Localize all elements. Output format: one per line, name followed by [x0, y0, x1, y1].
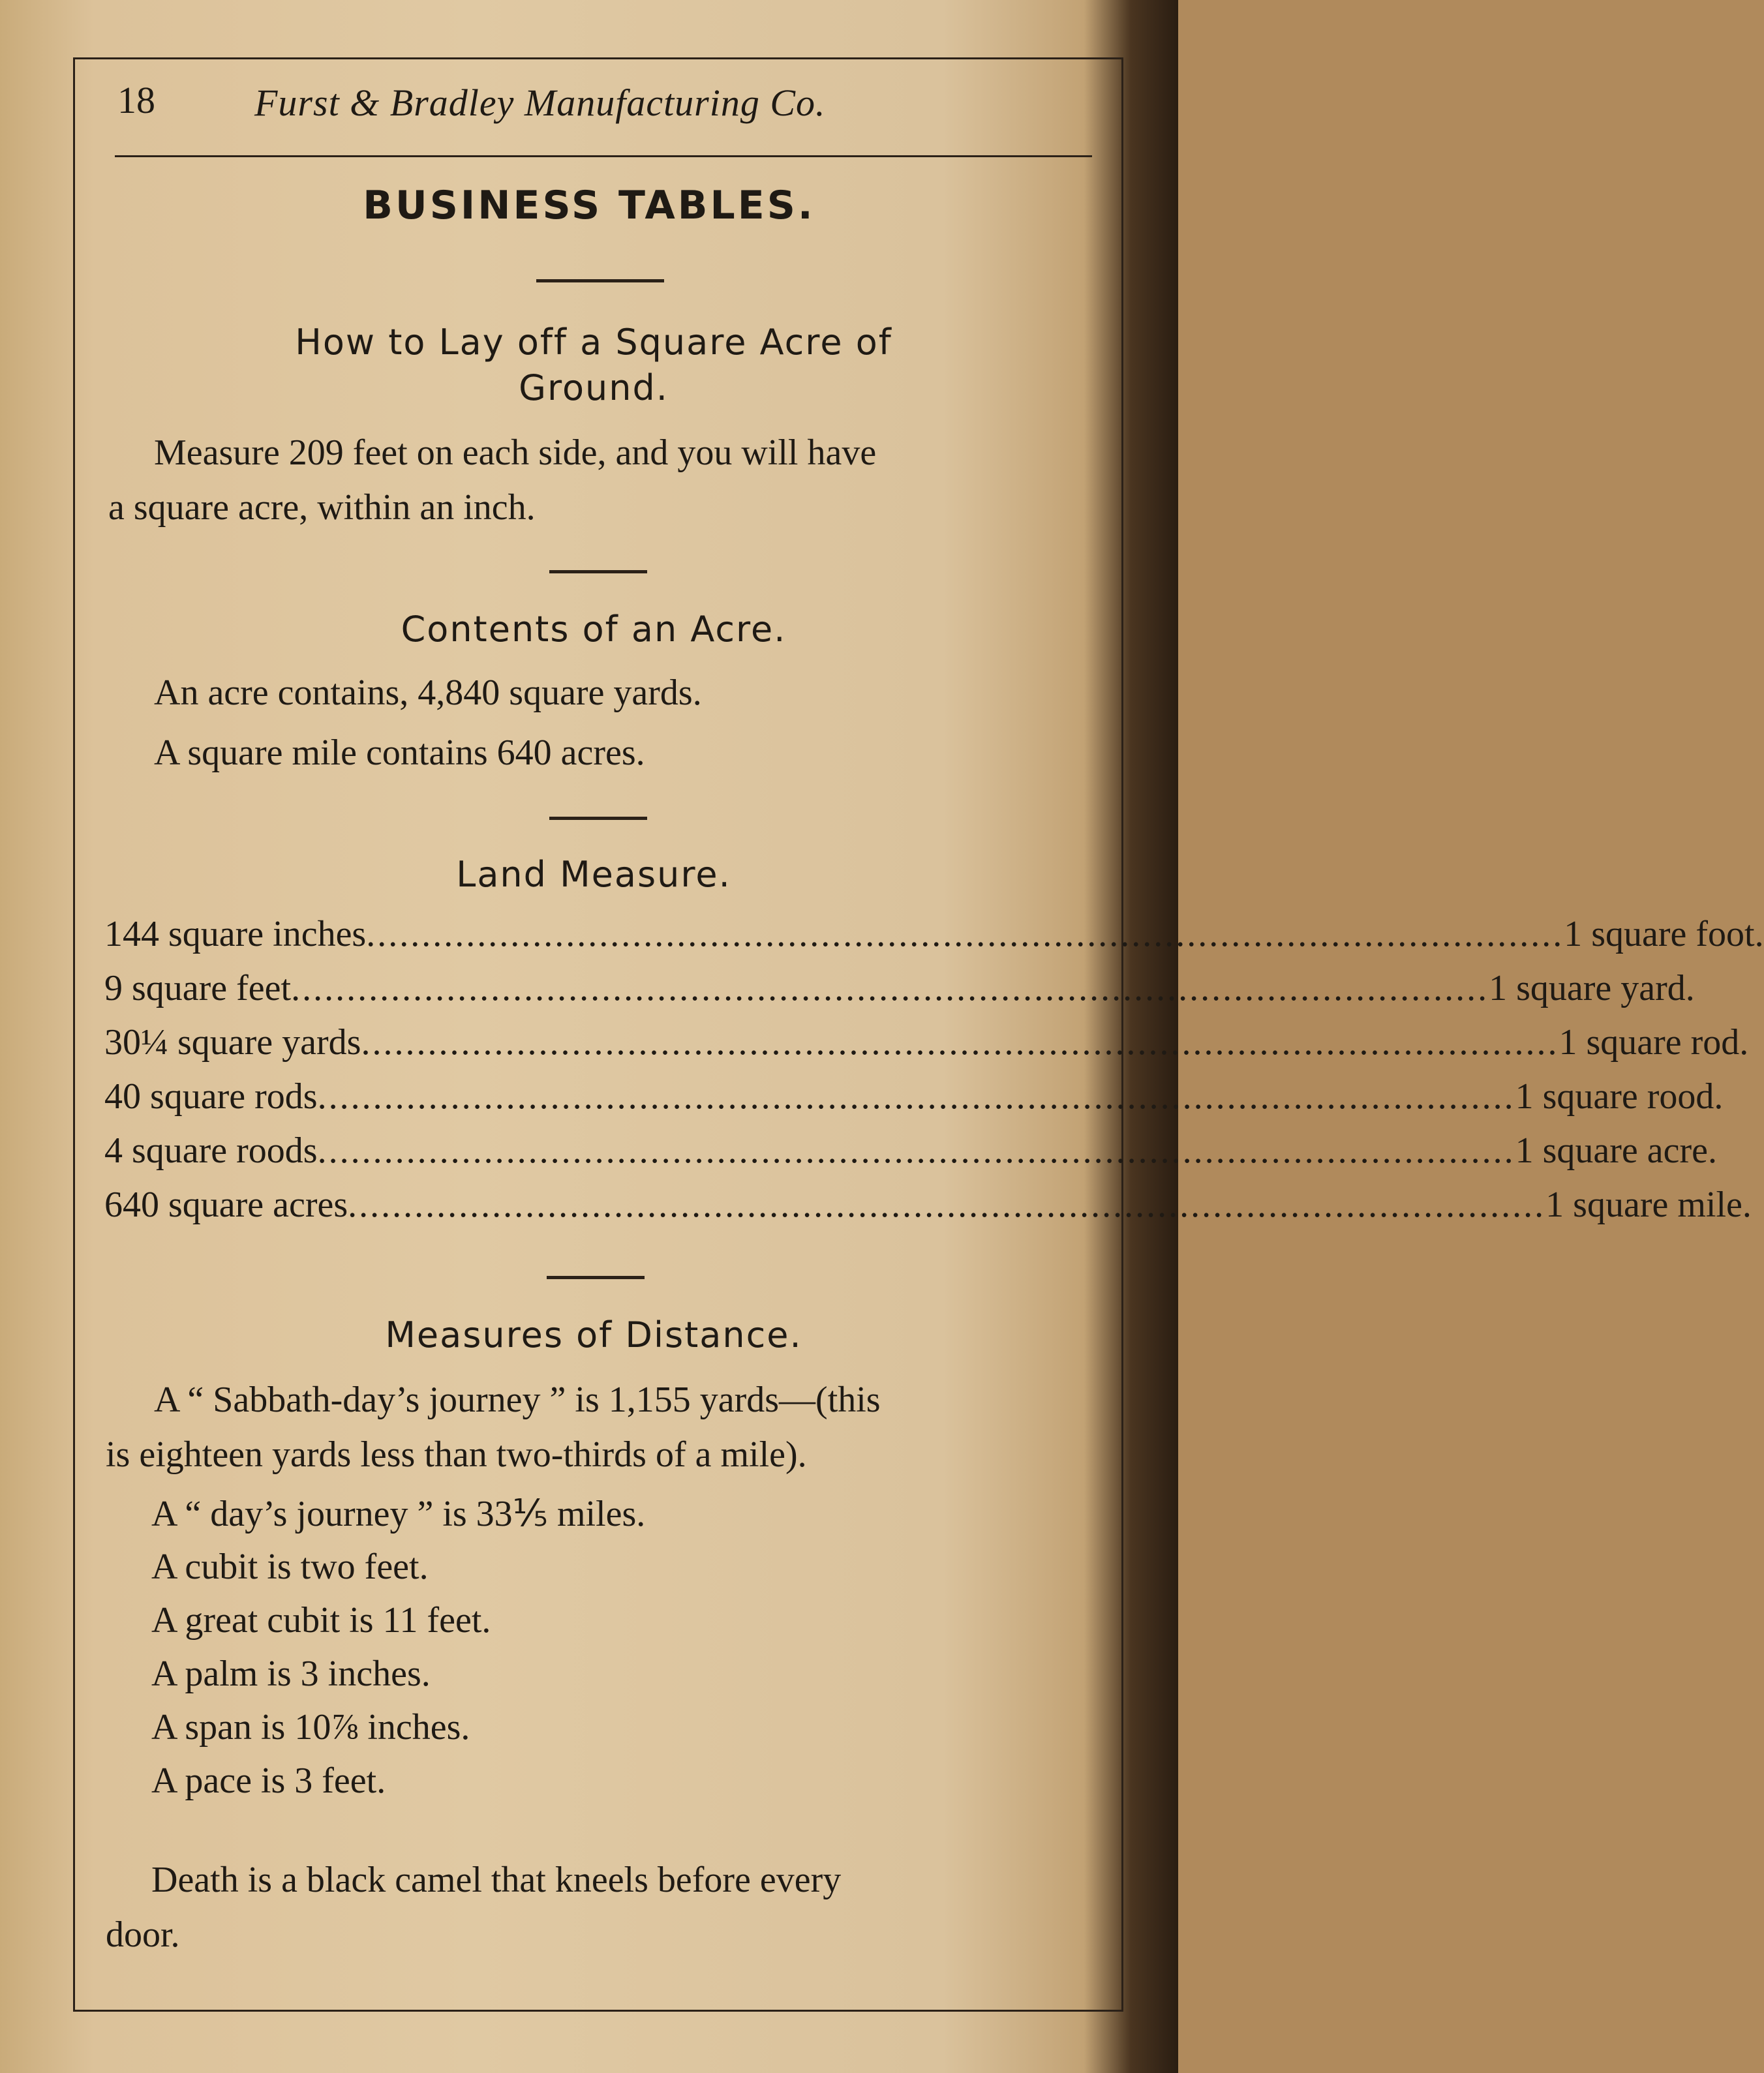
distance-line: A “ day’s journey ” is 33⅕ miles.	[151, 1494, 646, 1534]
distance-line: A span is 10⅞ inches.	[151, 1707, 470, 1748]
closing-line: door.	[106, 1914, 180, 1955]
land-measure-row	[104, 1130, 1717, 1185]
divider	[547, 1276, 645, 1279]
leader-dots: ............................................................................................................	[348, 1185, 1546, 1225]
distance-line: A palm is 3 inches.	[151, 1654, 431, 1694]
page-title: BUSINESS TABLES.	[363, 183, 815, 228]
land-measure-equivalent: 1 square yard.	[1489, 968, 1695, 1008]
page-header	[111, 72, 1089, 124]
page-number: 18	[117, 79, 155, 121]
leader-dots: ............................................................................................................	[317, 1130, 1515, 1171]
section-heading-land-measure: Land Measure.	[456, 854, 731, 895]
closing-line: Death is a black camel that kneels before every	[151, 1860, 842, 1900]
land-measure-row	[104, 1184, 1752, 1239]
divider	[536, 279, 664, 282]
acre-text-line: a square acre, within an inch.	[108, 487, 536, 528]
divider	[549, 570, 647, 573]
divider	[549, 817, 647, 820]
land-measure-equivalent: 1 square rod.	[1559, 1022, 1749, 1063]
distance-line: A pace is 3 feet.	[151, 1761, 386, 1801]
section-heading-acre	[117, 320, 1070, 411]
land-measure-equivalent: 1 square rood.	[1515, 1076, 1724, 1117]
land-measure-quantity: 40 square rods	[104, 1076, 318, 1117]
land-measure-equivalent: 1 square acre.	[1515, 1130, 1717, 1171]
contents-line: An acre contains, 4,840 square yards.	[154, 673, 702, 713]
land-measure-equivalent: 1 square mile.	[1545, 1185, 1752, 1225]
leader-dots: ............................................................................................................	[291, 968, 1489, 1008]
acre-text-line: Measure 209 feet on each side, and you will have	[154, 432, 877, 473]
distance-line: A cubit is two feet.	[151, 1547, 429, 1587]
distance-line: A “ Sabbath-day’s journey ” is 1,155 yards—(this	[154, 1380, 881, 1420]
land-measure-quantity: 4 square roods	[104, 1130, 318, 1171]
land-measure-row	[104, 913, 1764, 968]
section-heading-contents: Contents of an Acre.	[401, 609, 787, 650]
heading-line: How to Lay off a Square Acre of	[295, 322, 892, 363]
land-measure-equivalent: 1 square foot.	[1564, 914, 1764, 954]
land-measure-row	[104, 1076, 1724, 1130]
header-rule	[115, 155, 1092, 157]
running-title: Furst & Bradley Manufacturing Co.	[254, 82, 826, 124]
land-measure-quantity: 144 square inches	[104, 914, 367, 954]
land-measure-row	[104, 1021, 1749, 1076]
leader-dots: ............................................................................................................	[361, 1022, 1559, 1063]
distance-line: is eighteen yards less than two-thirds of a mile).	[106, 1434, 807, 1475]
section-heading-distance: Measures of Distance.	[385, 1314, 802, 1355]
land-measure-quantity: 9 square feet	[104, 968, 292, 1008]
contents-line: A square mile contains 640 acres.	[154, 733, 645, 773]
land-measure-quantity: 640 square acres	[104, 1185, 348, 1225]
land-measure-quantity: 30¼ square yards	[104, 1022, 361, 1063]
heading-line: Ground.	[519, 367, 669, 408]
leader-dots: ............................................................................................................	[317, 1076, 1515, 1117]
land-measure-row	[104, 967, 1695, 1022]
distance-line: A great cubit is 11 feet.	[151, 1600, 491, 1641]
leader-dots: ............................................................................................................	[366, 914, 1564, 954]
